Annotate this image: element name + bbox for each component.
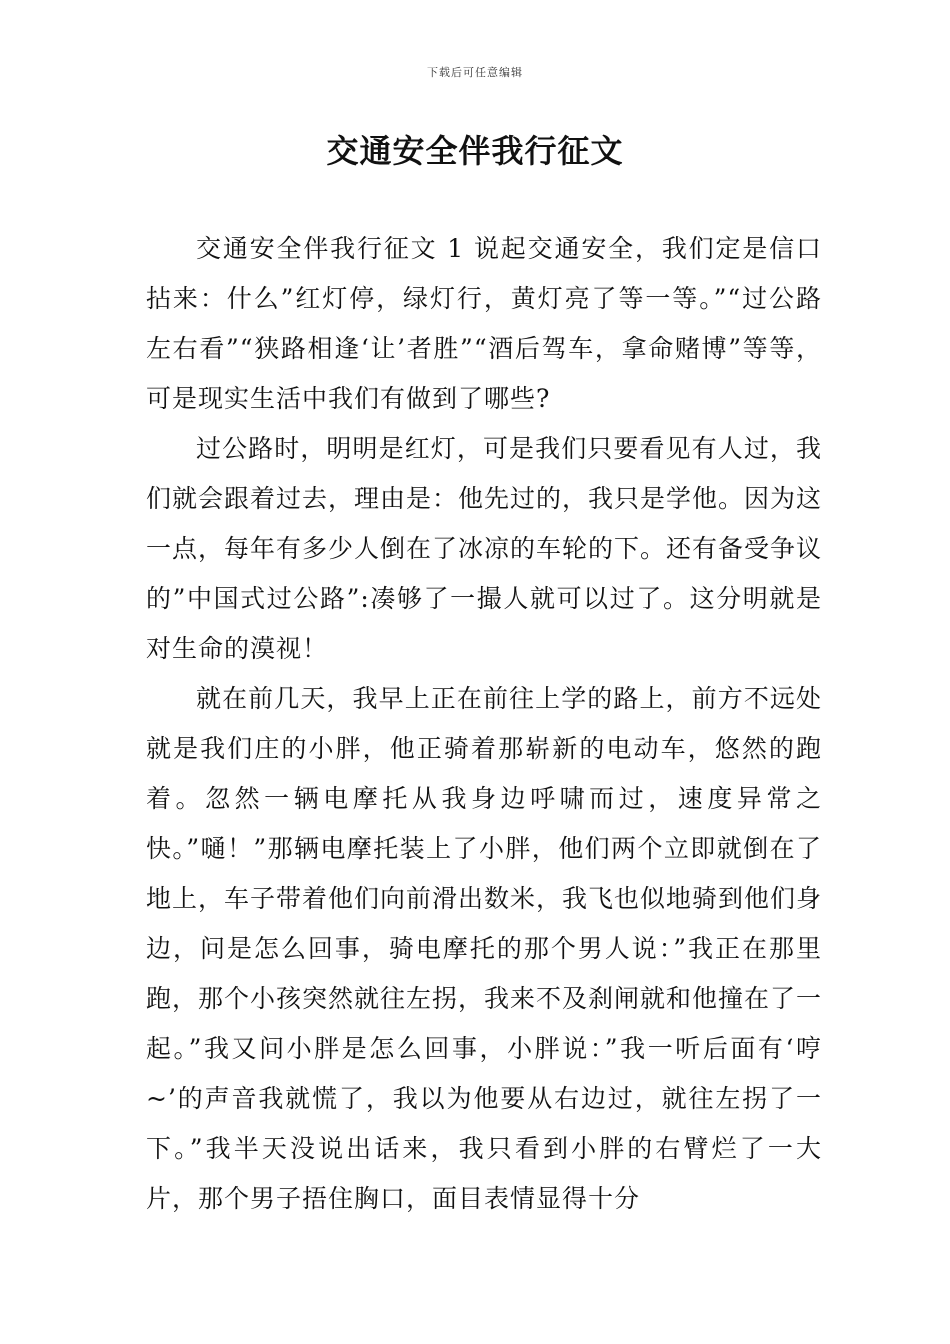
paragraph-3: 就在前几天，我早上正在前往上学的路上，前方不远处就是我们庄的小胖，他正骑着那崭新的电动车，悠然的跑着。忽然一辆电摩托从我身边呼啸而过，速度异常之快。”嗵！”那辆电摩托装上了小胖，他们两个立即就倒在了地上，车子带着他们向前滑出数米，我飞也似地骑到他们身边，问是怎么回事，骑电摩托的那个男人说：”我正在那里跑，那个小孩突然就往左拐，我来不及刹闸就和他撞在了一起。”我又问小胖是怎么回事，小胖说：”我一听后面有‘哼~’的声音我就慌了，我以为他要从右边过，就往左拐了一下。”我半天没说出话来，我只看到小胖的右臂烂了一大片，那个男子捂住胸口，面目表情显得十分 [146, 684, 823, 1213]
document-body [146, 224, 822, 1224]
document-title: 交通安全伴我行征文 [326, 132, 624, 170]
paragraph-1: 交通安全伴我行征文 1 说起交通安全，我们定是信口拈来：什么”红灯停，绿灯行，黄灯亮了等一等。”“过公路左右看”“狭路相逢‘让’者胜”“酒后驾车，拿命赌博”等等，可是现实生活中我们有做到了哪些? [146, 234, 822, 413]
paragraph-2: 过公路时，明明是红灯，可是我们只要看见有人过，我们就会跟着过去，理由是：他先过的，我只是学他。因为这一点，每年有多少人倒在了冰凉的车轮的下。还有备受争议的”中国式过公路”:凑够了一撮人就可以过了。这分明就是对生命的漠视！ [146, 434, 823, 663]
header-note: 下载后可任意编辑 [427, 66, 523, 79]
